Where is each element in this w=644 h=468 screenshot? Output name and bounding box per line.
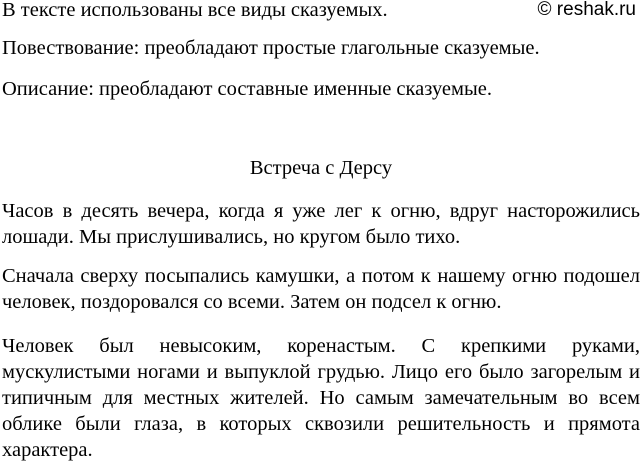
- intro-line-2: Повествование: преобладают простые глагольные сказуемые.: [2, 37, 540, 59]
- text-title: Встреча с Дерсу: [249, 157, 393, 179]
- intro-line-1: В тексте использованы все виды сказуемых.: [2, 0, 388, 21]
- paragraph-1: Часов в десять вечера, когда я уже лег к огню, вдруг насторожились лошади. Мы прислушивались, но кругом было тихо.: [2, 200, 640, 248]
- intro-line-3: Описание: преобладают составные именные сказуемые.: [2, 78, 492, 100]
- paragraph-2: Сначала сверху посыпались камушки, а потом к нашему огню подошел человек, поздоровался со всеми. Затем он подсел к огню.: [2, 265, 640, 313]
- watermark: © reshak.ru: [537, 0, 636, 20]
- document-page: [2, 0, 640, 468]
- paragraph-3: Человек был невысоким, коренастым. С крепкими руками, мускулистыми ногами и выпуклой грудью. Лицо его было загорелым и типичным для местных жителей. Но самым замечательным во всем облике были глаза, в которых сквозили решительность и прямота характера.: [2, 335, 640, 461]
